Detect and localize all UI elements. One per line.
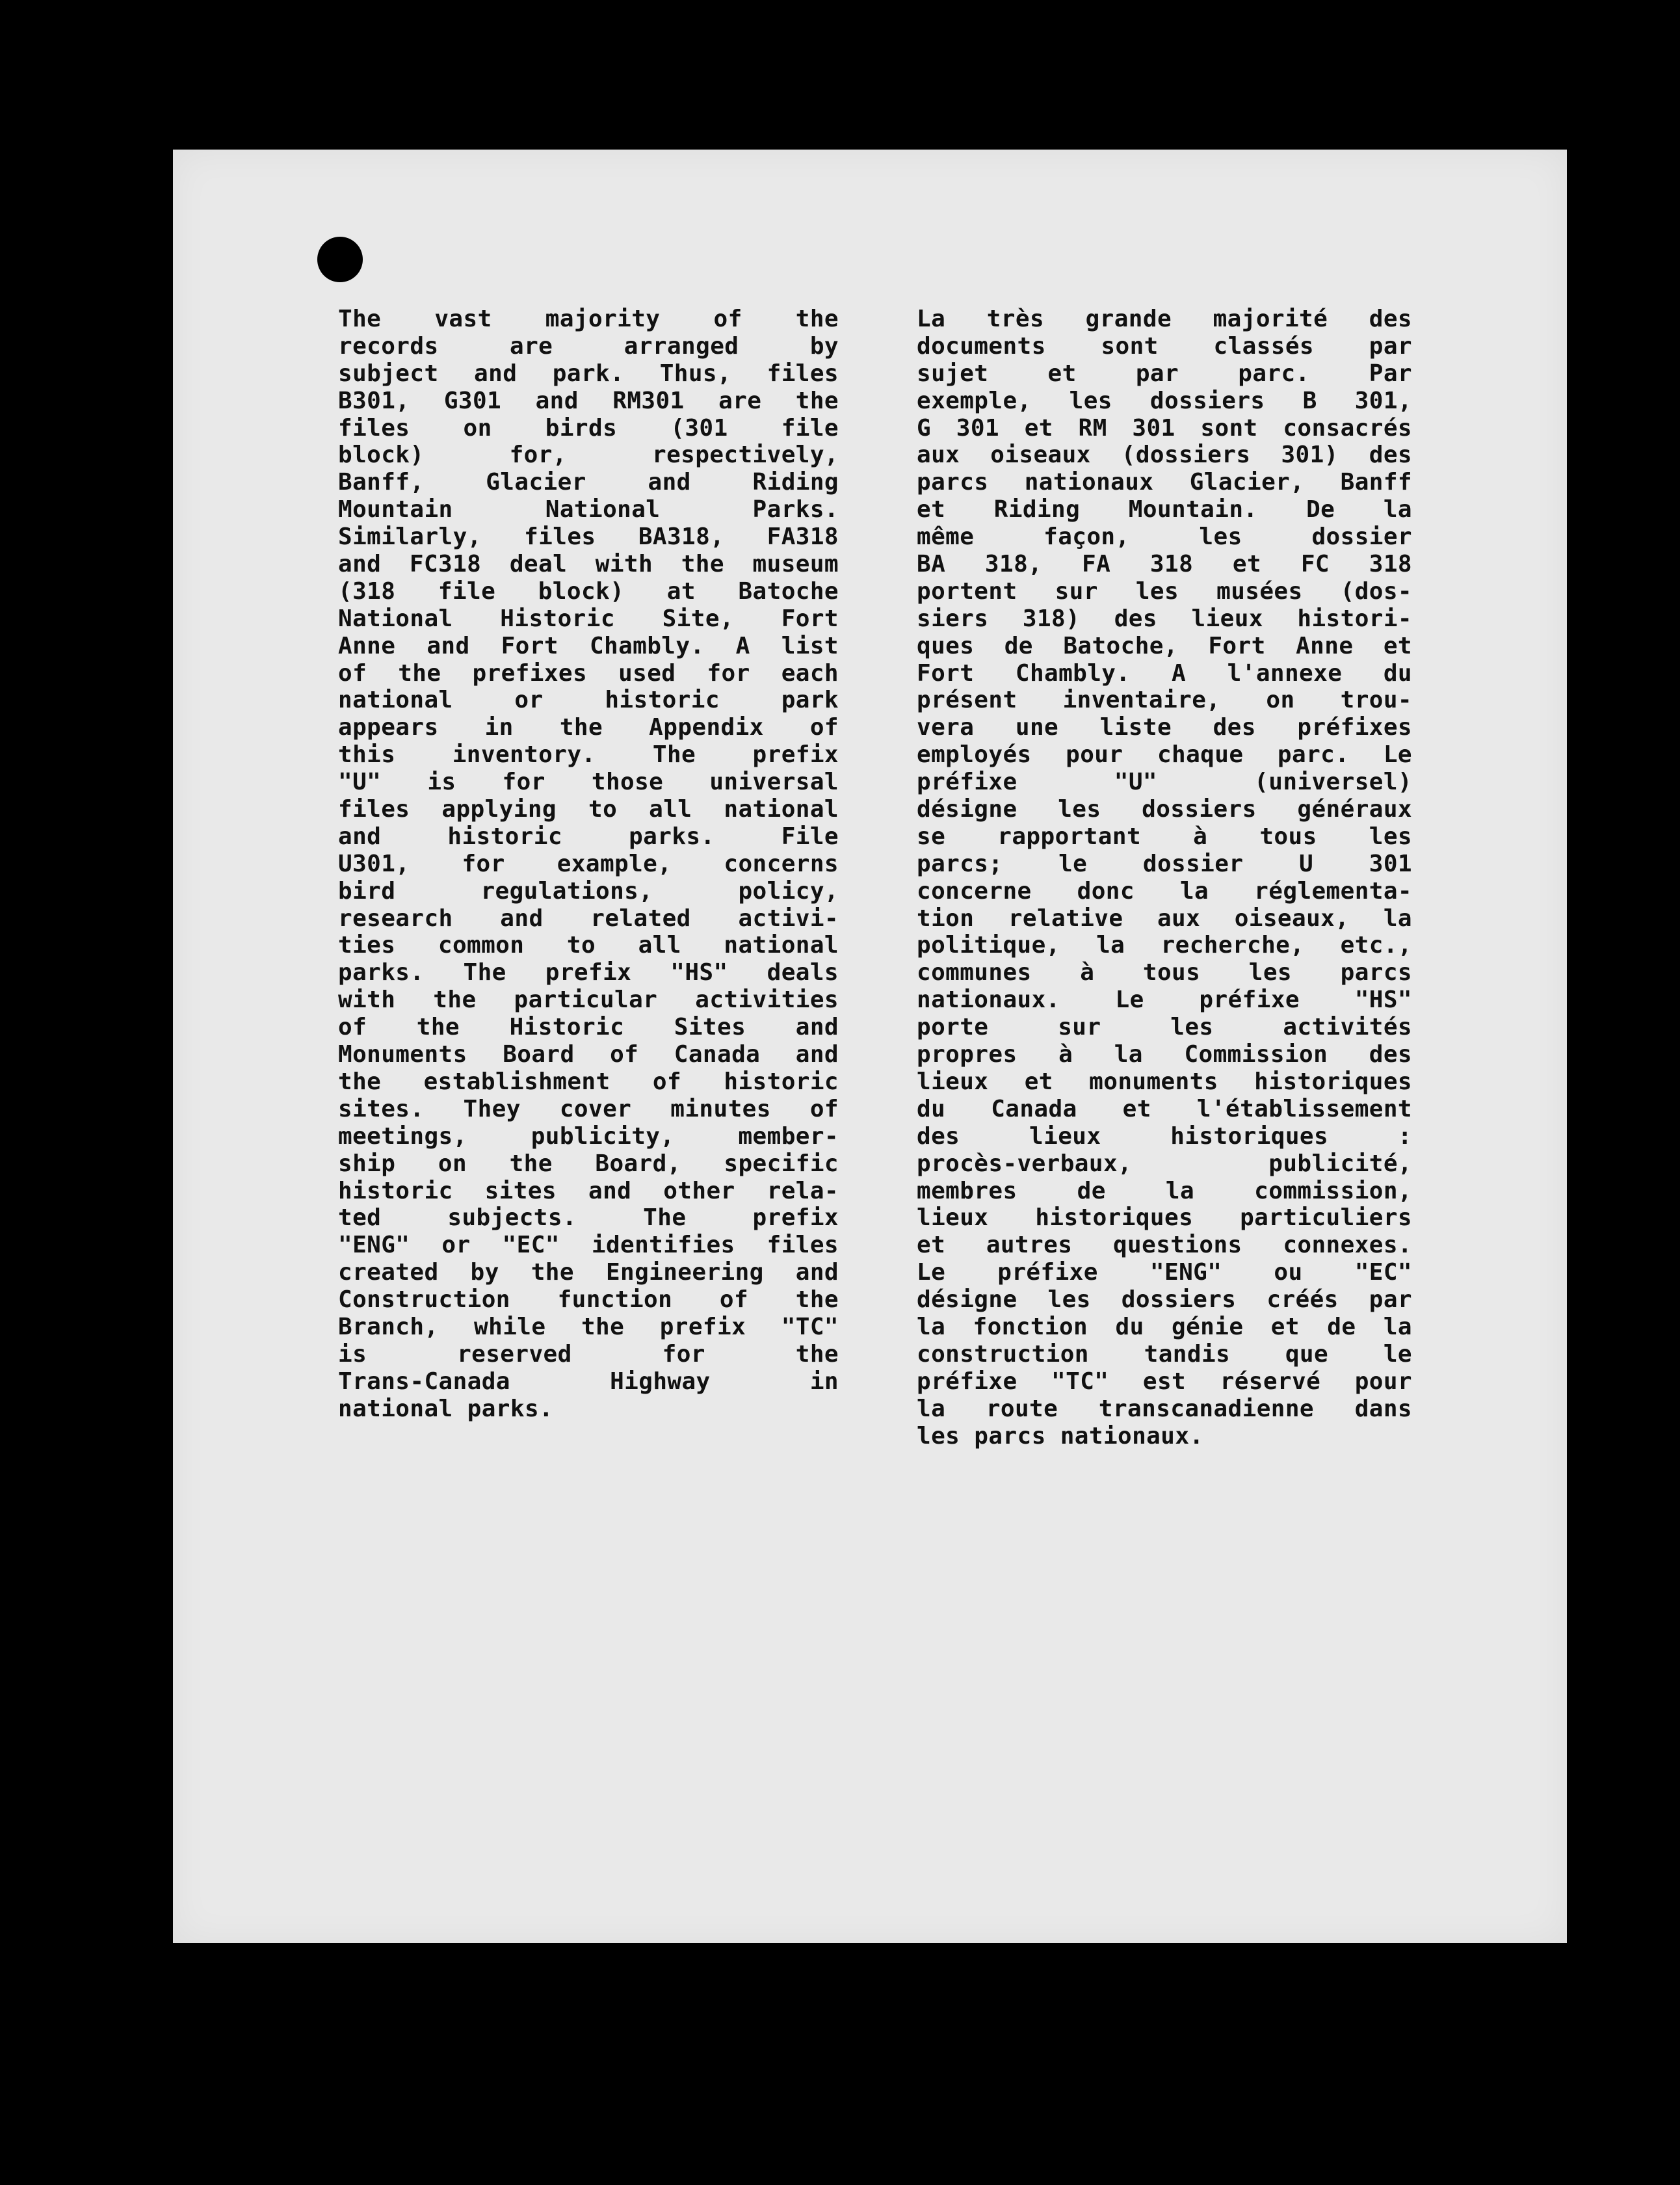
english-text-line: Trans-Canada Highway in [338,1368,839,1395]
english-text-line: historic sites and other rela- [338,1177,839,1204]
english-text-line: B301, G301 and RM301 are the [338,387,839,414]
english-text-line: National Historic Site, Fort [338,605,839,632]
english-text-line: national parks. [338,1395,554,1422]
french-text-line: documents sont classés par [917,332,1412,360]
french-text-line: lieux historiques particuliers [917,1204,1412,1232]
english-text-line: and FC318 deal with the museum [338,551,839,578]
english-text-line: bird regulations, policy, [338,877,839,905]
english-text-line: this inventory. The prefix [338,741,839,769]
french-text-line: se rapportant à tous les [917,823,1412,850]
french-column [917,306,1412,1450]
english-text-line: Construction function of the [338,1286,839,1314]
english-text-line: Similarly, files BA318, FA318 [338,523,839,551]
english-text-line: is reserved for the [338,1340,839,1368]
english-text-line: "U" is for those universal [338,769,839,796]
english-text-line: of the prefixes used for each [338,659,839,687]
english-text-line: subject and park. Thus, files [338,360,839,387]
english-text-line: records are arranged by [338,332,839,360]
english-text-line: block) for, respectively, [338,442,839,469]
french-text-line: présent inventaire, on trou- [917,687,1412,714]
english-text-line: (318 file block) at Batoche [338,577,839,605]
french-text-line: désigne les dossiers généraux [917,796,1412,823]
french-text-line: G 301 et RM 301 sont consacrés [917,414,1412,442]
french-text-line: et Riding Mountain. De la [917,496,1412,523]
french-text-line: désigne les dossiers créés par [917,1286,1412,1314]
english-text-line: Branch, while the prefix "TC" [338,1313,839,1340]
english-text-line: the establishment of historic [338,1068,839,1095]
french-text-line: portent sur les musées (dos- [917,577,1412,605]
english-text-line: research and related activi- [338,905,839,932]
english-text-line: Banff, Glacier and Riding [338,469,839,496]
french-text-line: tion relative aux oiseaux, la [917,905,1412,932]
english-text-line: files on birds (301 file [338,414,839,442]
english-text-line: Monuments Board of Canada and [338,1041,839,1068]
french-text-line: la route transcanadienne dans [917,1395,1412,1422]
french-text-line: les parcs nationaux. [917,1422,1204,1450]
english-text-line: with the particular activities [338,987,839,1014]
french-text-line: La très grande majorité des [917,306,1412,332]
french-text-line: procès-verbaux, publicité, [917,1150,1412,1177]
english-text-line: of the Historic Sites and [338,1014,839,1041]
french-text-line: employés pour chaque parc. Le [917,741,1412,769]
english-text-line: ship on the Board, specific [338,1150,839,1177]
english-text-line: meetings, publicity, member- [338,1122,839,1150]
french-text-line: siers 318) des lieux histori- [917,605,1412,632]
english-text-line: ties common to all national [338,932,839,959]
french-text-line: vera une liste des préfixes [917,714,1412,741]
french-text-line: Fort Chambly. A l'annexe du [917,659,1412,687]
french-text-line: préfixe "TC" est réservé pour [917,1368,1412,1395]
french-text-line: lieux et monuments historiques [917,1068,1412,1095]
french-text-line: sujet et par parc. Par [917,360,1412,387]
english-text-line: ted subjects. The prefix [338,1204,839,1232]
french-text-line: membres de la commission, [917,1177,1412,1204]
french-text-line: exemple, les dossiers B 301, [917,387,1412,414]
english-text-line: created by the Engineering and [338,1259,839,1286]
english-text-line: The vast majority of the [338,306,839,332]
french-text-line: et autres questions connexes. [917,1232,1412,1259]
french-text-line: politique, la recherche, etc., [917,932,1412,959]
english-text-line: "ENG" or "EC" identifies files [338,1232,839,1259]
english-text-line: U301, for example, concerns [338,850,839,877]
french-text-line: des lieux historiques : [917,1122,1412,1150]
french-text-line: la fonction du génie et de la [917,1313,1412,1340]
english-text-line: parks. The prefix "HS" deals [338,959,839,987]
french-text-line: construction tandis que le [917,1340,1412,1368]
french-text-line: parcs nationaux Glacier, Banff [917,469,1412,496]
french-text-line: même façon, les dossier [917,523,1412,551]
french-text-line: porte sur les activités [917,1014,1412,1041]
french-text-line: Le préfixe "ENG" ou "EC" [917,1259,1412,1286]
english-text-line: files applying to all national [338,796,839,823]
french-text-line: ques de Batoche, Fort Anne et [917,632,1412,659]
french-text-line: préfixe "U" (universel) [917,769,1412,796]
french-text-line: du Canada et l'établissement [917,1095,1412,1122]
french-text-line: aux oiseaux (dossiers 301) des [917,442,1412,469]
english-text-line: appears in the Appendix of [338,714,839,741]
english-text-line: and historic parks. File [338,823,839,850]
french-text-line: propres à la Commission des [917,1041,1412,1068]
french-text-line: concerne donc la réglementa- [917,877,1412,905]
punch-hole [317,237,363,282]
english-text-line: national or historic park [338,687,839,714]
english-text-line: sites. They cover minutes of [338,1095,839,1122]
english-text-line: Anne and Fort Chambly. A list [338,632,839,659]
english-text-line: Mountain National Parks. [338,496,839,523]
english-column [338,306,839,1423]
french-text-line: nationaux. Le préfixe "HS" [917,987,1412,1014]
french-text-line: BA 318, FA 318 et FC 318 [917,551,1412,578]
french-text-line: communes à tous les parcs [917,959,1412,987]
french-text-line: parcs; le dossier U 301 [917,850,1412,877]
